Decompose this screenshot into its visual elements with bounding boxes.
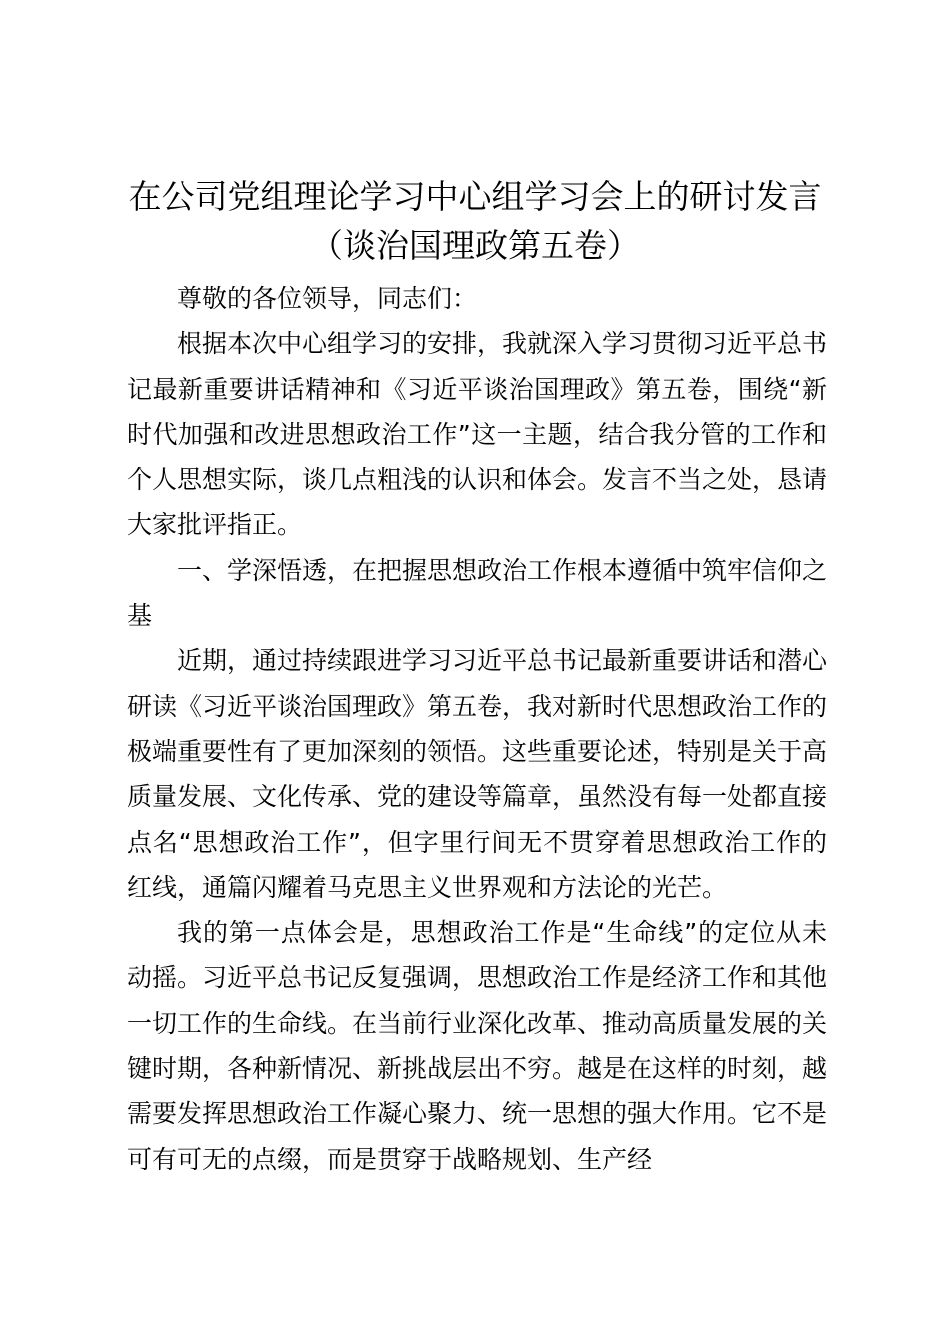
document-body	[127, 276, 827, 1182]
paragraph-first-insight: 我的第一点体会是，思想政治工作是“生命线”的定位从未动摇。习近平总书记反复强调，思想政治工作是经济工作和其他一切工作的生命线。在当前行业深化改革、推动高质量发展的关键时期，各种新情况、新挑战层出不穷。越是在这样的时刻，越需要发挥思想政治工作凝心聚力、统一思想的强大作用。它不是可有可无的点缀，而是贯穿于战略规划、生产经	[127, 918, 828, 1174]
section-heading-1: 一、学深悟透，在把握思想政治工作根本遵循中筑牢信仰之基	[127, 555, 828, 631]
document-title: 在公司党组理论学习中心组学习会上的研讨发言（谈治国理政第五卷）	[128, 177, 822, 265]
salutation: 尊敬的各位领导，同志们：	[177, 284, 478, 313]
paragraph-intro: 根据本次中心组学习的安排，我就深入学习贯彻习近平总书记最新重要讲话精神和《习近平谈治国理政》第五卷，围绕“新时代加强和改进思想政治工作”这一主题，结合我分管的工作和个人思想实际，谈几点粗浅的认识和体会。发言不当之处，恳请大家批评指正。	[127, 329, 828, 540]
paragraph-recent-study: 近期，通过持续跟进学习习近平总书记最新重要讲话和潜心研读《习近平谈治国理政》第五卷，我对新时代思想政治工作的极端重要性有了更加深刻的领悟。这些重要论述，特别是关于高质量发展、文化传承、党的建设等篇章，虽然没有每一处都直接点名“思想政治工作”，但字里行间无不贯穿着思想政治工作的红线，通篇闪耀着马克思主义世界观和方法论的光芒。	[127, 646, 828, 902]
